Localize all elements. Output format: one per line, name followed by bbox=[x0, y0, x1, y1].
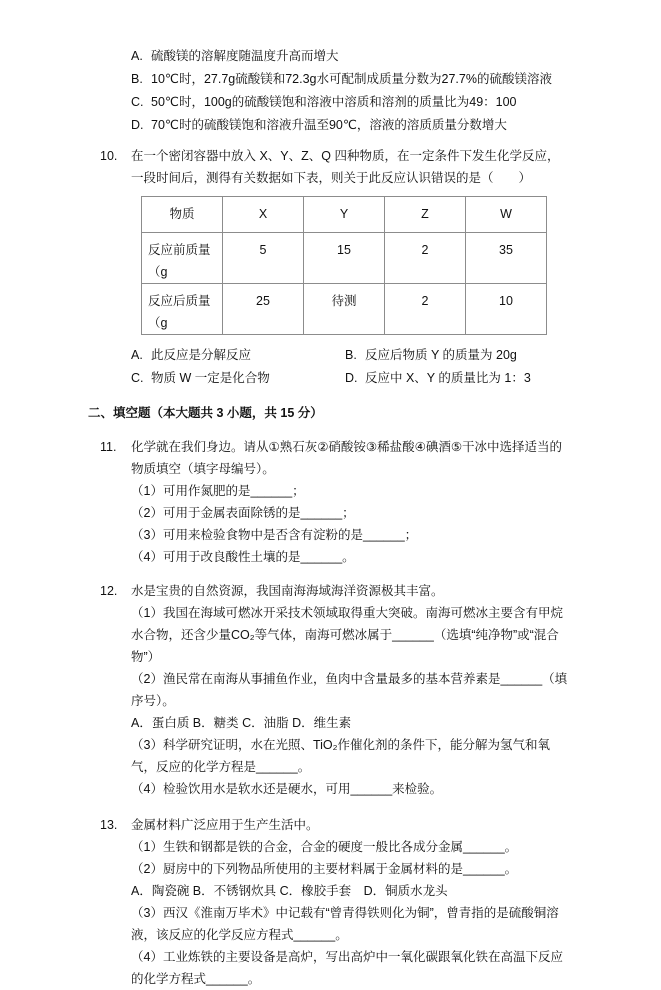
table-header-cell: Y bbox=[304, 197, 385, 233]
table-cell: 35 bbox=[466, 233, 547, 284]
option-c bbox=[131, 367, 345, 390]
option-text: 物质 W 一定是化合物 bbox=[151, 370, 270, 385]
table-cell: 待测 bbox=[304, 284, 385, 335]
blank-part-4: （4）工业炼铁的主要设备是高炉，写出高炉中一氧化碳跟氧化铁在高温下反应的化学方程式______。 bbox=[131, 950, 563, 986]
question-number: 12. bbox=[100, 584, 118, 598]
option-a bbox=[131, 344, 345, 367]
question-body bbox=[131, 145, 569, 342]
table-cell: 反应后质量（g bbox=[142, 284, 223, 335]
table-cell: 5 bbox=[223, 233, 304, 284]
option-label: C. bbox=[131, 95, 144, 109]
question-10 bbox=[100, 145, 661, 342]
option-c bbox=[131, 91, 571, 114]
table-cell: 10 bbox=[466, 284, 547, 335]
blank-part-4: （4）检验饮用水是软水还是硬水，可用______来检验。 bbox=[131, 782, 443, 796]
blank-part-2: （2）渔民常在南海从事捕鱼作业，鱼肉中含量最多的基本营养素是______（填序号）。 bbox=[131, 672, 568, 708]
option-text: 此反应是分解反应 bbox=[151, 348, 252, 362]
table-header-cell: W bbox=[466, 197, 547, 233]
option-d bbox=[131, 114, 571, 137]
question-body bbox=[131, 436, 569, 568]
option-label: B. bbox=[131, 72, 143, 86]
blank-part-2: （2）厨房中的下列物品所使用的主要材料属于金属材料的是______。 bbox=[131, 862, 518, 876]
table-cell: 25 bbox=[223, 284, 304, 335]
question-stem: 在一个密闭容器中放入 X、Y、Z、Q 四种物质，在一定条件下发生化学反应，一段时间后，测得有关数据如下表，则关于此反应认识错误的是（ ） bbox=[131, 149, 560, 185]
question-10-options bbox=[131, 344, 571, 389]
blank-part-1: （1）我国在海域可燃冰开采技术领域取得重大突破。南海可燃冰主要含有甲烷水合物，还含少量CO₂等气体，南海可燃冰属于______（选填“纯净物”或“混合物”） bbox=[131, 606, 563, 664]
blank-part-3: （3）科学研究证明，水在光照、TiO₂作催化剂的条件下，能分解为氢气和氧气，反应的化学方程是______。 bbox=[131, 738, 550, 774]
table-header-cell: 物质 bbox=[142, 197, 223, 233]
option-label: B. bbox=[345, 348, 357, 362]
question-11 bbox=[100, 436, 661, 568]
question-body bbox=[131, 814, 569, 990]
table-cell: 15 bbox=[304, 233, 385, 284]
option-label: D. bbox=[345, 370, 358, 385]
blank-part-1: （1）可用作氮肥的是______； bbox=[131, 484, 305, 498]
question-number: 13. bbox=[100, 818, 118, 832]
table-row bbox=[142, 233, 547, 284]
question-13 bbox=[100, 814, 661, 990]
table-header-cell: Z bbox=[385, 197, 466, 233]
question-number: 11. bbox=[100, 440, 117, 454]
inline-options: A．陶瓷碗 B．不锈钢炊具 C．橡胶手套 D．铜质水龙头 bbox=[131, 884, 448, 898]
blank-part-1: （1）生铁和钢都是铁的合金，合金的硬度一般比各成分金属______。 bbox=[131, 840, 518, 854]
inline-options: A．蛋白质 B．糖类 C．油脂 D．维生素 bbox=[131, 716, 352, 730]
blank-part-4: （4）可用于改良酸性土壤的是______。 bbox=[131, 550, 355, 564]
option-text: 70℃时的硫酸镁饱和溶液升温至90℃，溶液的溶质质量分数增大 bbox=[151, 118, 507, 132]
blank-part-3: （3）西汉《淮南万毕术》中记载有“曾青得铁则化为铜”，曾青指的是硫酸铜溶液，该反应的化学反应方程式______。 bbox=[131, 906, 559, 942]
table-cell: 反应前质量（g bbox=[142, 233, 223, 284]
table-cell: 2 bbox=[385, 284, 466, 335]
question-stem: 水是宝贵的自然资源，我国南海海域海洋资源极其丰富。 bbox=[131, 584, 444, 598]
question-stem: 化学就在我们身边。请从①熟石灰②硝酸铵③稀盐酸④碘酒⑤干冰中选择适当的物质填空（填字母编号）。 bbox=[131, 440, 563, 476]
option-d bbox=[345, 367, 571, 390]
table-row bbox=[142, 284, 547, 335]
section-2-header: 二、填空题（本大题共 3 小题，共 15 分） bbox=[88, 406, 323, 420]
reaction-mass-table bbox=[141, 196, 547, 335]
option-label: A. bbox=[131, 49, 143, 63]
option-label: D. bbox=[131, 118, 144, 132]
option-b bbox=[345, 344, 571, 367]
blank-part-2: （2）可用于金属表面除锈的是______； bbox=[131, 506, 355, 520]
option-text: 50℃时，100g的硫酸镁饱和溶液中溶质和溶剂的质量比为49：100 bbox=[151, 95, 517, 109]
option-label: C. bbox=[131, 370, 144, 385]
option-b bbox=[131, 68, 571, 91]
option-text: 10℃时，27.7g硫酸镁和72.3g水可配制成质量分数为27.7%的硫酸镁溶液 bbox=[151, 72, 552, 86]
question-body bbox=[131, 580, 569, 800]
option-text: 反应后物质 Y 的质量为 20g bbox=[365, 348, 517, 362]
table-cell: 2 bbox=[385, 233, 466, 284]
question-stem: 金属材料广泛应用于生产生活中。 bbox=[131, 818, 319, 832]
table-header-cell: X bbox=[223, 197, 304, 233]
table-header-row bbox=[142, 197, 547, 233]
question-number: 10. bbox=[100, 149, 118, 163]
option-label: A. bbox=[131, 348, 143, 362]
blank-part-3: （3）可用来检验食物中是否含有淀粉的是______； bbox=[131, 528, 418, 542]
question-9-options bbox=[131, 45, 571, 137]
option-a bbox=[131, 45, 571, 68]
option-text: 反应中 X、Y 的质量比为 1：3 bbox=[365, 370, 531, 385]
question-12 bbox=[100, 580, 661, 800]
option-text: 硫酸镁的溶解度随温度升高而增大 bbox=[151, 49, 339, 63]
